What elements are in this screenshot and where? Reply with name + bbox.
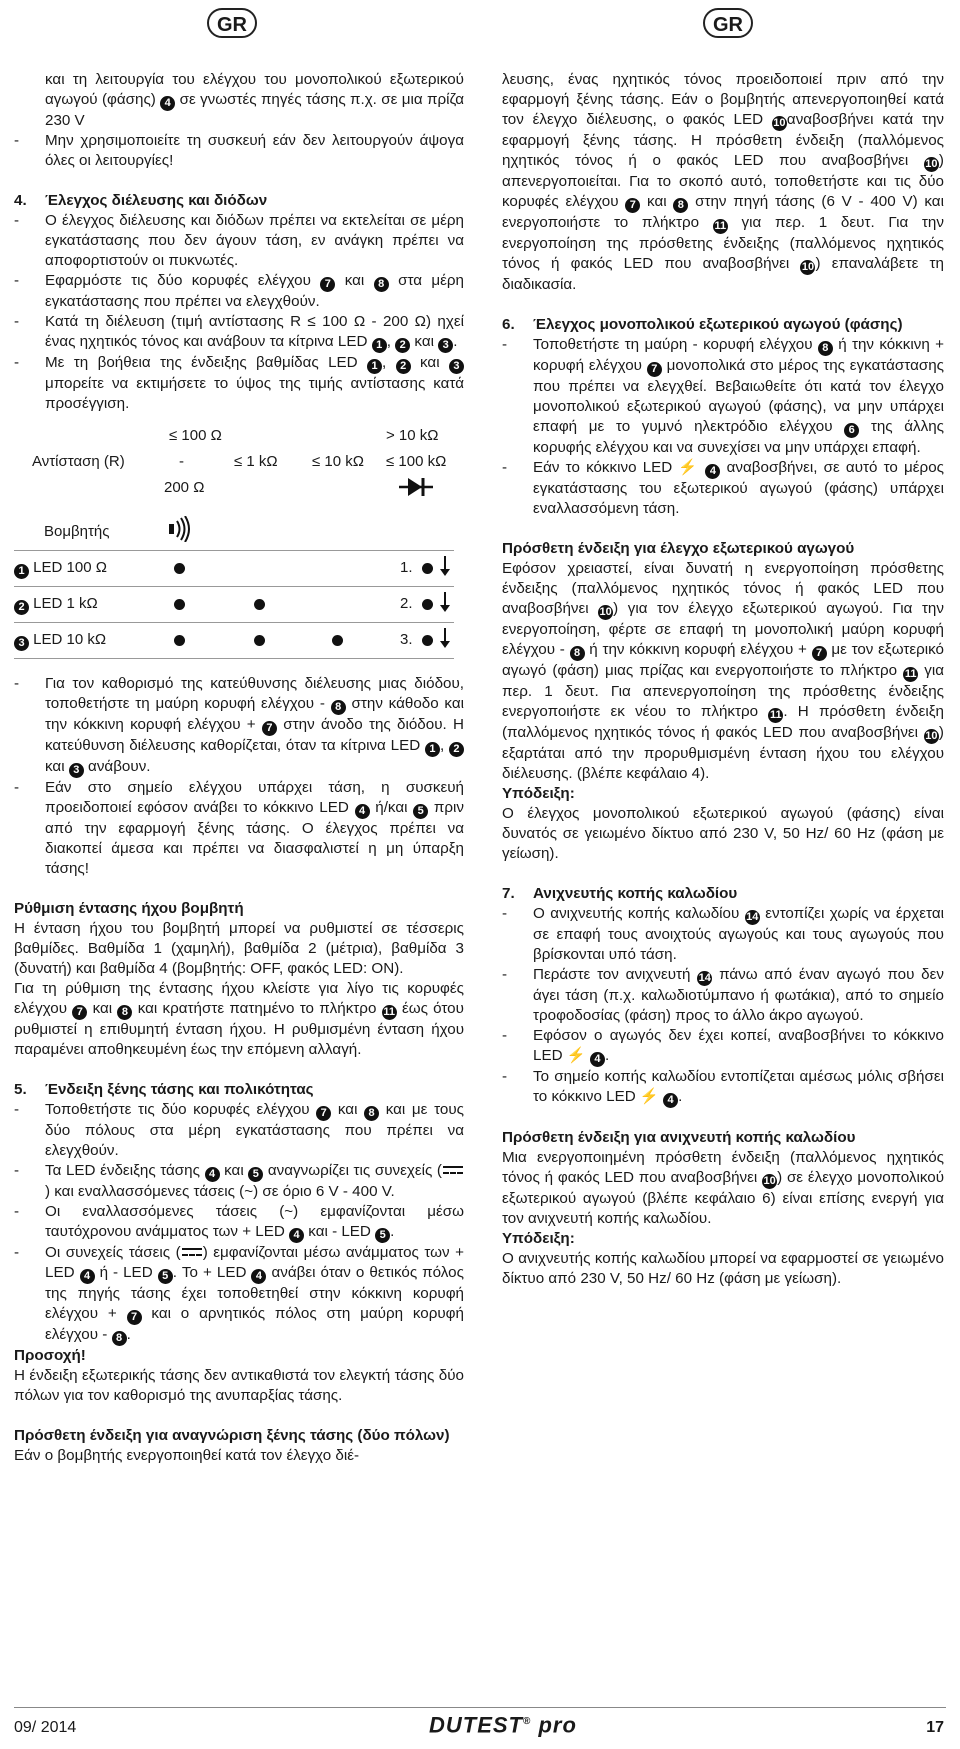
page-number: 17: [926, 1719, 944, 1736]
callout-3: 3: [438, 338, 453, 353]
callout-2: 2: [395, 338, 410, 353]
callout-7: 7: [316, 1106, 331, 1121]
callout-4: 4: [205, 1167, 220, 1182]
s7-bullet-1: - Ο ανιχνευτής κοπής καλωδίου 14 εντοπίζει χωρίς να έρχεται σε επαφή τους ανοιχτούς αγωγούς και τους αγωγούς που βρίσκονται υπό τάση.: [502, 904, 944, 965]
dc-symbol-icon: [181, 1247, 203, 1257]
callout-8: 8: [331, 700, 346, 715]
s7-bullet-2: - Περάστε τον ανιχνευτή 14 πάνω από έναν αγωγό που δεν άγει τάση (π.χ. καλωδιοτύμπανο ή φωτάκια), από το σημείο τροφοδοσίας (φάση) προς το άλλο άκρο αγωγού.: [502, 965, 944, 1026]
callout-14: 14: [746, 911, 759, 923]
callout-7: 7: [812, 646, 827, 661]
callout-8: 8: [364, 1106, 379, 1121]
section-4-heading: 4. Έλεγχος διέλευσης και διόδων: [14, 192, 268, 209]
s4-bullet-5: - Για τον καθορισμό της κατεύθυνσης διέλευσης μιας διόδου, τοποθετήστε τη μαύρη κορυφή ελέγχου - 8 στην κάθοδο και την κόκκινη κορυφή ελέγχου + 7 στην άνοδο της διόδου. Η κατεύθυνση διέλευσης καθορίζεται, όταν τα κίτρινα LED 1 , 2 και 3 ανάβουν.: [14, 674, 464, 778]
led-row-3: 3 LED 10 kΩ: [14, 630, 106, 651]
note-1-heading: Υπόδειξη:: [502, 785, 575, 802]
callout-8: 8: [570, 646, 585, 661]
callout-5: 5: [413, 804, 428, 819]
footer-date: 09/ 2014: [14, 1719, 77, 1736]
callout-7: 7: [625, 198, 640, 213]
table-rule-1: [14, 550, 454, 551]
led-dot: [174, 635, 185, 646]
intro-paragraph: και τη λειτουργία του ελέγχου του μονοπολικού εξωτερικού αγωγού (φάσης) 4 σε γνωστές πηγές τάσης π.χ. σε μια πρίζα 230 V: [45, 71, 464, 129]
s4-bullet-4: - Με τη βοήθεια της ένδειξης βαθμίδας LED 1 , 2 και 3 μπορείτε να εκτιμήσετε το ύψος της τιμής αντίστασης κατά προσέγγιση.: [14, 353, 464, 414]
arrow-down-icon: [444, 592, 446, 610]
callout-10: 10: [763, 1175, 776, 1187]
callout-6: 6: [844, 423, 859, 438]
s6-bullet-1: - Τοποθετήστε τη μαύρη - κορυφή ελέγχου 8 ή την κόκκινη + κορυφή ελέγχου 7 μονοπολικά στο μέρος της εγκατάστασης που πρέπει να ελεγχθεί. Βεβαιωθείτε ότι κατά τον έλεγχο μονοπολικού εξωτερικού αγωγού (φάσης), να μην υπάρχει επαφή με το γυμνό ηλεκτρόδιο ελέγχου 6 της άλλης κορυφής ελέγχου και να συνεχίσει να μην υπάρχει επαφή.: [502, 335, 944, 458]
right-column: [502, 70, 944, 1289]
callout-11: 11: [714, 220, 727, 232]
callout-4: 4: [663, 1093, 678, 1108]
callout-3: 3: [449, 359, 464, 374]
lightning-icon: ⚡: [566, 1047, 586, 1064]
led-dot: [422, 635, 433, 646]
s5-bullet-3: - Οι εναλλασσόμενες τάσεις (~) εμφανίζονται μέσω ταυτόχρονου ανάμματος των + LED 4 και - LED 5 .: [14, 1202, 464, 1243]
led-dot: [332, 635, 343, 646]
s5-bullet-4: - Οι συνεχείς τάσεις ( ) εμφανίζονται μέσω ανάμματος των + LED 4 ή - LED 5 . Το + LED 4 ανάβει όταν ο θετικός πόλος της πηγής τάσης έχει τοποθετηθεί στην κόκκινη κορυφή ελέγχου + 7 και ο αρνητικός πόλος στη μαύρη κορυφή ελέγχου - 8 .: [14, 1243, 464, 1346]
callout-11: 11: [769, 709, 782, 721]
cable-break-heading: Πρόσθετη ένδειξη για ανιχνευτή κοπής καλωδίου: [502, 1129, 856, 1146]
callout-10: 10: [801, 261, 815, 273]
callout-1: 1: [372, 338, 387, 353]
callout-2: 2: [449, 742, 464, 757]
left-column: [14, 70, 464, 1466]
callout-7: 7: [127, 1310, 142, 1325]
diode-icon: [399, 476, 433, 498]
resistance-row-label: Αντίσταση (R): [32, 453, 125, 470]
polarity-3: 3.: [400, 631, 413, 648]
callout-5: 5: [248, 1167, 263, 1182]
extra-indication-heading: Πρόσθετη ένδειξη για αναγνώριση ξένης τάσης (δύο πόλων): [14, 1427, 450, 1444]
note-2-heading: Υπόδειξη:: [502, 1230, 575, 1247]
lightning-icon: ⚡: [678, 459, 700, 476]
buzzer-label: Βομβητής: [44, 523, 110, 540]
table-rule-4: [14, 658, 454, 659]
s7-bullet-4: - Το σημείο κοπής καλωδίου εντοπίζεται αμέσως μόλις σβήσει το κόκκινο LED ⚡ 4 .: [502, 1067, 944, 1108]
external-conductor-heading: Πρόσθετη ένδειξη για έλεγχο εξωτερικού αγωγού: [502, 540, 855, 557]
callout-8: 8: [374, 277, 389, 292]
callout-5: 5: [158, 1269, 173, 1284]
callout-1: 1: [367, 359, 382, 374]
language-badge-left: GR: [207, 8, 257, 38]
page-footer: [14, 1707, 946, 1744]
col1-line3: 200 Ω: [164, 479, 205, 496]
led-row-2: 2 LED 1 kΩ: [14, 594, 98, 615]
col1-line1: ≤ 100 Ω: [169, 427, 222, 444]
callout-7: 7: [320, 277, 335, 292]
callout-4: 4: [705, 464, 720, 479]
callout-14: 14: [698, 972, 711, 984]
external-conductor-text: Εφόσον χρειαστεί, είναι δυνατή η ενεργοποίηση πρόσθετης ένδειξης (παλλόμενος ηχητικός τόνος ή φακός LED που αναβοσβήνει 10) για τον έλεγχο εξωτερικού αγωγού. Για την ενεργοποίηση, φέρτε σε επαφή τη μονοπολική μαύρη κορυφή ελέγχου - 8 ή την κόκκινη κορυφή ελέγχου + 7 με τον εξωτερικό αγωγό (φάση) μιας πρίζας και ενεργοποιήστε το πλήκτρο 11 για περ. 1 δευτ. Για απενεργοποίηση της πρόσθετης ένδειξης ενεργοποιήστε εκ νέου το πλήκτρο 11 . Η πρόσθετη ένδειξη (παλλόμενος ηχητικός τόνος ή φακός LED που αναβοσβήνει 10) εξαρτάται από την προρυθμισμένη ένταση ήχου του ελέγχου διέλευσης. (βλέπε κεφάλαιο 4).: [502, 560, 944, 782]
note-1-text: Ο έλεγχος μονοπολικού εξωτερικού αγωγού (φάσης) είναι δυνατός σε γειωμένο δίκτυο από 230 V, 50 Hz/ 60 Hz (φάση με γείωση).: [502, 805, 944, 862]
buzzer-paragraph-2: Για τη ρύθμιση της έντασης ήχου κλείστε για λίγο τις κορυφές ελέγχου 7 και 8 και κρατήστε πατημένο το πλήκτρο 11 έως ότου ρυθμιστεί η επιθυμητή ένταση ήχου. Η ρυθμισμένη ένταση ήχου παραμένει αποθηκευμένη έως την επόμενη αλλαγή.: [14, 980, 464, 1058]
s7-bullet-3: - Εφόσον ο αγωγός δεν έχει κοπεί, αναβοσβήνει το κόκκινο LED ⚡ 4 .: [502, 1026, 944, 1067]
callout-8: 8: [818, 341, 833, 356]
table-rule-3: [14, 622, 454, 623]
callout-7: 7: [72, 1005, 87, 1020]
s6-bullet-2: - Εάν το κόκκινο LED ⚡ 4 αναβοσβήνει, σε αυτό το μέρος εγκατάστασης του εξωτερικού αγωγού (φάσης) υπάρχει εναλλασσόμενη τάση.: [502, 458, 944, 519]
led-row-1: 1 LED 100 Ω: [14, 558, 107, 579]
extra-indication-text: Εάν ο βομβητής ενεργοποιηθεί κατά τον έλεγχο διέ-: [14, 1447, 360, 1464]
continuation-paragraph: λευσης, ένας ηχητικός τόνος προειδοποιεί πριν από την εφαρμογή ξένης τάσης. Εάν ο βομβητής απενεργοποιηθεί κατά τον έλεγχο διέλευσης, ο φακός LED 10αναβοσβήνει κατά την εφαρμογή ξένης τάσης. Η πρόσθετη ένδειξη (παλλόμενος ηχητικός τόνος ή ο φακός LED που αναβοσβήνει 10) απενεργοποιείται. Για το σκοπό αυτό, τοποθετήστε και τις δύο κορυφές ελέγχου 7 και 8 στην πηγή τάσης (6 V - 400 V) και ενεργοποιήστε το πλήκτρο 11 για περ. 1 δευτ. Για την ενεργοποίηση της πρόσθετης ένδειξης (παλλόμενος ηχητικός τόνος ή φακός LED που αναβοσβήνει 10) επαναλάβετε τη διαδικασία.: [502, 71, 944, 293]
arrow-down-icon: [444, 556, 446, 574]
brand-logo: DUTEST® pro: [429, 1712, 577, 1738]
callout-10: 10: [773, 117, 786, 129]
led-dot: [254, 599, 265, 610]
s4-bullet-1: - Ο έλεγχος διέλευσης και διόδων πρέπει να εκτελείται σε μέρη εγκατάστασης που δεν άγουν τάση, εν ανάγκη πρέπει να αποφορτιστούν οι πυκνωτές.: [14, 211, 464, 271]
language-badge-right: GR: [703, 8, 753, 38]
polarity-2: 2.: [400, 595, 413, 612]
s4-bullet-3: - Κατά τη διέλευση (τιμή αντίστασης R ≤ 100 Ω - 200 Ω) ηχεί ένας ηχητικός τόνος και ανάβουν τα κίτρινα LED 1 , 2 και 3 .: [14, 312, 464, 353]
callout-8: 8: [673, 198, 688, 213]
col4-line2: ≤ 100 kΩ: [386, 453, 447, 470]
lightning-icon: ⚡: [639, 1088, 659, 1105]
callout-10: 10: [599, 606, 612, 618]
s4-bullet-6: - Εάν στο σημείο ελέγχου υπάρχει τάση, η συσκευή προειδοποιεί εφόσον ανάβει το κόκκινο LED 4 ή/και 5 πριν από την εφαρμογή ξένης τάσης. Ο έλεγχος πρέπει να διακοπεί άμεσα και πρέπει να διασφαλιστεί η μη ύπαρξη τάσης!: [14, 778, 464, 879]
note-2-text: Ο ανιχνευτής κοπής καλωδίου μπορεί να εφαρμοστεί σε γειωμένο δίκτυο από 230 V, 50 Hz/ 60 Hz (φάση με γείωση).: [502, 1250, 944, 1287]
buzzer-paragraph-1: Η ένταση ήχου του βομβητή μπορεί να ρυθμιστεί σε τέσσερις βαθμίδες. Βαθμίδα 1 (χαμηλή), βαθμίδα 2 (μέτρια), βαθμίδα 3 (δυνατή) και βαθμίδα 4 (βομβητής: OFF, φακός LED: ON).: [14, 920, 464, 977]
intro-bullet: - Μην χρησιμοποιείτε τη συσκευή εάν δεν λειτουργούν άψογα όλες οι λειτουργίες!: [14, 131, 464, 171]
polarity-1: 1.: [400, 559, 413, 576]
callout-2: 2: [396, 359, 411, 374]
callout-4: 4: [355, 804, 370, 819]
callout-8: 8: [117, 1005, 132, 1020]
col4-line1: > 10 kΩ: [386, 427, 439, 444]
callout-3: 3: [69, 763, 84, 778]
caution-text: Η ένδειξη εξωτερικής τάσης δεν αντικαθιστά τον ελεγκτή τάσης δύο πόλων για τον καθορισμό της ανυπαρξίας τάσης.: [14, 1367, 464, 1404]
buzzer-volume-heading: Ρύθμιση έντασης ήχου βομβητή: [14, 900, 244, 917]
callout-7: 7: [262, 721, 277, 736]
callout-4: 4: [160, 96, 175, 111]
led-dot: [422, 563, 433, 574]
led-dot: [254, 635, 265, 646]
sound-icon: [168, 516, 194, 542]
arrow-down-icon: [444, 628, 446, 646]
section-7-heading: 7. Ανιχνευτής κοπής καλωδίου: [502, 885, 738, 902]
col1-line2: -: [179, 453, 184, 470]
table-rule-2: [14, 586, 454, 587]
callout-4: 4: [251, 1269, 266, 1284]
callout-10: 10: [925, 158, 938, 170]
led-dot: [422, 599, 433, 610]
s5-bullet-2: - Τα LED ένδειξης τάσης 4 και 5 αναγνωρίζει τις συνεχείς () και εναλλασσόμενες τάσεις (~) σε όριο 6 V - 400 V.: [14, 1161, 464, 1202]
callout-1: 1: [425, 742, 440, 757]
led-dot: [174, 599, 185, 610]
callout-8: 8: [112, 1331, 127, 1346]
callout-11: 11: [383, 1006, 395, 1018]
col3-label: ≤ 10 kΩ: [312, 453, 364, 470]
caution-heading: Προσοχή!: [14, 1347, 86, 1364]
s5-bullet-1: - Τοποθετήστε τις δύο κορυφές ελέγχου 7 και 8 και με τους δύο πόλους στα μέρη εγκατάστασης που πρέπει να ελεγχθούν.: [14, 1100, 464, 1161]
callout-4: 4: [590, 1052, 605, 1067]
callout-5: 5: [375, 1228, 390, 1243]
callout-4: 4: [80, 1269, 95, 1284]
section-5-heading: 5. Ένδειξη ξένης τάσης και πολικότητας: [14, 1081, 314, 1098]
resistance-led-table: [14, 422, 464, 674]
col2-label: ≤ 1 kΩ: [234, 453, 278, 470]
s4-bullet-2: - Εφαρμόστε τις δύο κορυφές ελέγχου 7 και 8 στα μέρη εγκατάστασης που πρέπει να ελεγχθούν.: [14, 271, 464, 312]
led-dot: [174, 563, 185, 574]
callout-10: 10: [925, 730, 938, 742]
section-6-heading: 6. Έλεγχος μονοπολικού εξωτερικού αγωγού (φάσης): [502, 316, 903, 333]
cable-break-text: Μια ενεργοποιημένη πρόσθετη ένδειξη (παλλόμενος ηχητικός τόνος ή φακός LED που αναβοσβήνει 10) σε έλεγχο μονοπολικού εξωτερικού αγωγού (βλέπε κεφάλαιο 6) είναι επίσης ενεργή για τον ανιχνευτή κοπής καλωδίου.: [502, 1149, 944, 1227]
dc-symbol-icon: [442, 1165, 464, 1175]
callout-4: 4: [289, 1228, 304, 1243]
callout-7: 7: [647, 362, 662, 377]
callout-11: 11: [904, 668, 917, 680]
